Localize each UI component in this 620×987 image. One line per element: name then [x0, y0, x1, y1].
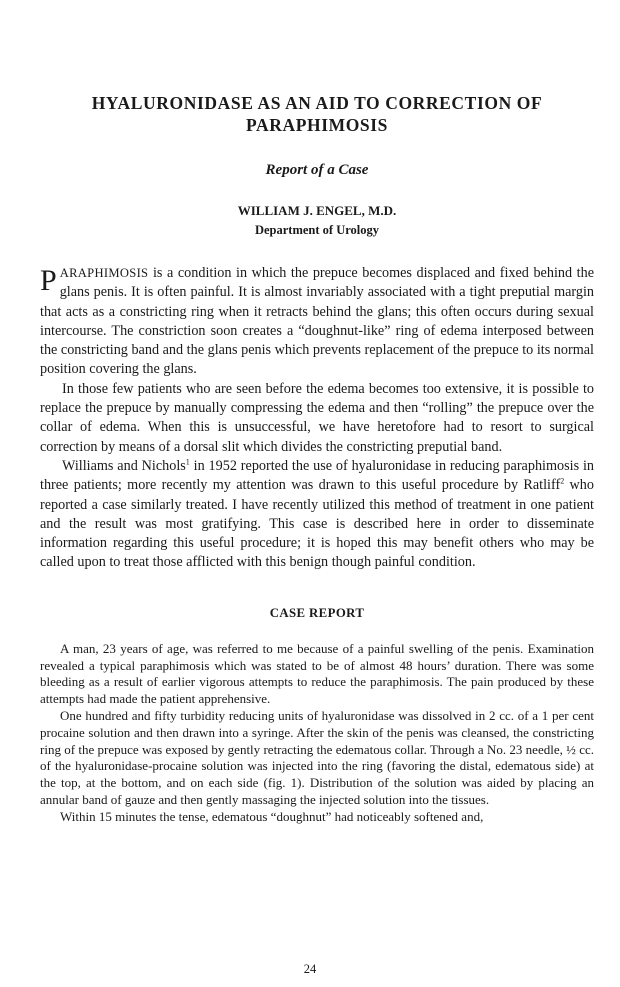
- intro-paragraph-2: In those few patients who are seen before the edema becomes too extensive, it is possible to replace the prepuce by manually compressing the edema and then “rolling” the prepuce over the collar of edema. When this is unsuccessful, we have heretofore had to resort to surgical correction by means of a dorsal slit which divides the constricting preputial band.: [40, 380, 594, 455]
- intro-paragraph-1-text: is a condition in which the prepuce becomes displaced and fixed behind the glans penis. It is often painful. It is almost invariably associated with a tight preputial margin that acts as a constricting ring when it retracts behind the glans; this often occurs during sexual intercourse. The constriction soon creates a “doughnut-like” ring of edema interposed between the constricting band and the glans penis which prevents replacement of the prepuce to its normal position covering the glans.: [40, 265, 594, 378]
- article-page: [40, 92, 594, 826]
- intro-paragraph-3: [40, 457, 594, 573]
- intro-paragraph-1: [40, 264, 594, 380]
- intro-paragraph-3-text-a: Williams and Nichols: [62, 457, 186, 474]
- drop-cap: P: [40, 264, 57, 297]
- author-department: Department of Urology: [254, 223, 380, 237]
- introduction: [40, 264, 594, 573]
- case-paragraph-1: A man, 23 years of age, was referred to me because of a painful swelling of the penis. Examination revealed a typical paraphimosis which was stated to be of almost 48 hours’ duration. There was some bleeding as a result of earlier vigorous attempts to reduce the paraphimosis. The pain produced by these attempts had made the patient apprehensive.: [40, 640, 594, 707]
- section-heading-case-report: CASE REPORT: [269, 605, 365, 620]
- article-subtitle: Report of a Case: [265, 162, 369, 178]
- intro-paragraph-3-text-b: in 1952 reported the use of hyaluronidase in reducing paraphimosis in three patients; more recently my attention was drawn to this useful procedure by Ratliff: [40, 457, 594, 494]
- case-paragraph-2: One hundred and fifty turbidity reducing units of hyaluronidase was dissolved in 2 cc. of a 1 per cent procaine solution and then drawn into a syringe. After the skin of the penis was cleansed, the constricting ring of the prepuce was exposed by gently retracting the edematous collar. Through a No. 23 needle, ½ cc. of the hyaluronidase-procaine solution was injected into the ring (favoring the distal, edematous side) at the top, at the bottom, and on each side (fig. 1). Distribution of the solution was aided by placing an annular band of gauze and then gently massaging the injected solution into the tissues.: [40, 707, 594, 807]
- intro-lead-word: ARAPHIMOSIS: [59, 266, 149, 280]
- intro-paragraph-3-text-c: who reported a case similarly treated. I have recently utilized this method of treatment in one patient and the result was most gratifying. This case is described here in order to disseminate information regarding this useful procedure; it is hoped this may benefit others who may be called upon to treat those afflicted with this benign though painful condition.: [40, 477, 594, 571]
- article-title: HYALURONIDASE AS AN AID TO CORRECTION OF PARAPHIMOSIS: [91, 93, 543, 135]
- case-report-body: [40, 641, 594, 826]
- page-number: 24: [303, 962, 317, 976]
- author-name: WILLIAM J. ENGEL, M.D.: [237, 203, 397, 218]
- reference-marker-2: 2: [560, 476, 565, 486]
- reference-marker-1: 1: [185, 457, 190, 467]
- case-paragraph-3: Within 15 minutes the tense, edematous “doughnut” had noticeably softened and,: [60, 808, 484, 824]
